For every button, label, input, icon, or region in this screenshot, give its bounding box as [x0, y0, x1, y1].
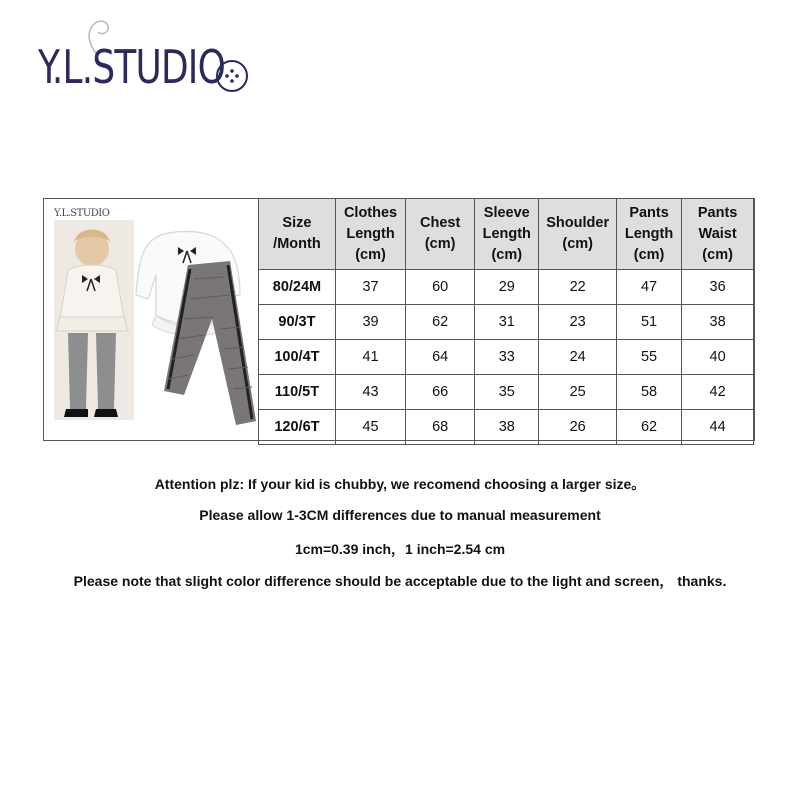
table-cell: 24 [539, 340, 616, 375]
table-cell: 64 [406, 340, 475, 375]
outfit-illustration [44, 199, 258, 440]
size-chart [43, 198, 755, 441]
brand-logo-text: Y.L.STUDIO [38, 40, 226, 94]
table-cell: 35 [475, 375, 539, 410]
table-cell: 26 [539, 410, 616, 445]
table-row [259, 340, 754, 375]
table-cell: 51 [616, 305, 681, 340]
header-pants-length: Pants Length (cm) [616, 199, 681, 270]
dots-icon [218, 62, 246, 90]
table-cell: 39 [335, 305, 405, 340]
table-row [259, 270, 754, 305]
table-cell: 45 [335, 410, 405, 445]
table-cell: 43 [335, 375, 405, 410]
size-cell: 90/3T [259, 305, 336, 340]
brand-logo [38, 18, 258, 98]
table-cell: 42 [682, 375, 754, 410]
table-cell: 68 [406, 410, 475, 445]
photo-watermark: Y.L.STUDIO [54, 208, 110, 219]
table-cell: 38 [475, 410, 539, 445]
header-chest: Chest (cm) [406, 199, 475, 270]
table-cell: 66 [406, 375, 475, 410]
size-cell: 110/5T [259, 375, 336, 410]
size-cell: 80/24M [259, 270, 336, 305]
table-cell: 31 [475, 305, 539, 340]
product-photo [44, 199, 258, 440]
table-row [259, 305, 754, 340]
note-conversion: 1cm=0.39 inch，1 inch=2.54 cm [294, 541, 506, 557]
header-clothes-length: Clothes Length (cm) [335, 199, 405, 270]
table-cell: 36 [682, 270, 754, 305]
header-shoulder: Shoulder (cm) [539, 199, 616, 270]
table-cell: 60 [406, 270, 475, 305]
size-table [258, 198, 754, 445]
table-cell: 22 [539, 270, 616, 305]
table-header-row [259, 199, 754, 270]
table-cell: 23 [539, 305, 616, 340]
header-sleeve-length: Sleeve Length (cm) [475, 199, 539, 270]
note-measurement: Please allow 1-3CM differences due to manual measurement [199, 507, 601, 523]
table-cell: 47 [616, 270, 681, 305]
table-row [259, 375, 754, 410]
table-cell: 62 [406, 305, 475, 340]
table-cell: 29 [475, 270, 539, 305]
table-cell: 25 [539, 375, 616, 410]
size-cell: 100/4T [259, 340, 336, 375]
table-cell: 33 [475, 340, 539, 375]
table-cell: 37 [335, 270, 405, 305]
note-attention: Attention plz: If your kid is chubby, we recomend choosing a larger size。 [154, 476, 646, 492]
table-cell: 41 [335, 340, 405, 375]
header-pants-waist: Pants Waist (cm) [682, 199, 754, 270]
table-cell: 38 [682, 305, 754, 340]
size-cell: 120/6T [259, 410, 336, 445]
header-size: Size /Month [259, 199, 336, 270]
table-cell: 62 [616, 410, 681, 445]
table-cell: 58 [616, 375, 681, 410]
table-cell: 44 [682, 410, 754, 445]
table-row [259, 410, 754, 445]
table-cell: 55 [616, 340, 681, 375]
table-cell: 40 [682, 340, 754, 375]
note-color: Please note that slight color difference should be acceptable due to the light and screen， thanks. [73, 573, 727, 589]
